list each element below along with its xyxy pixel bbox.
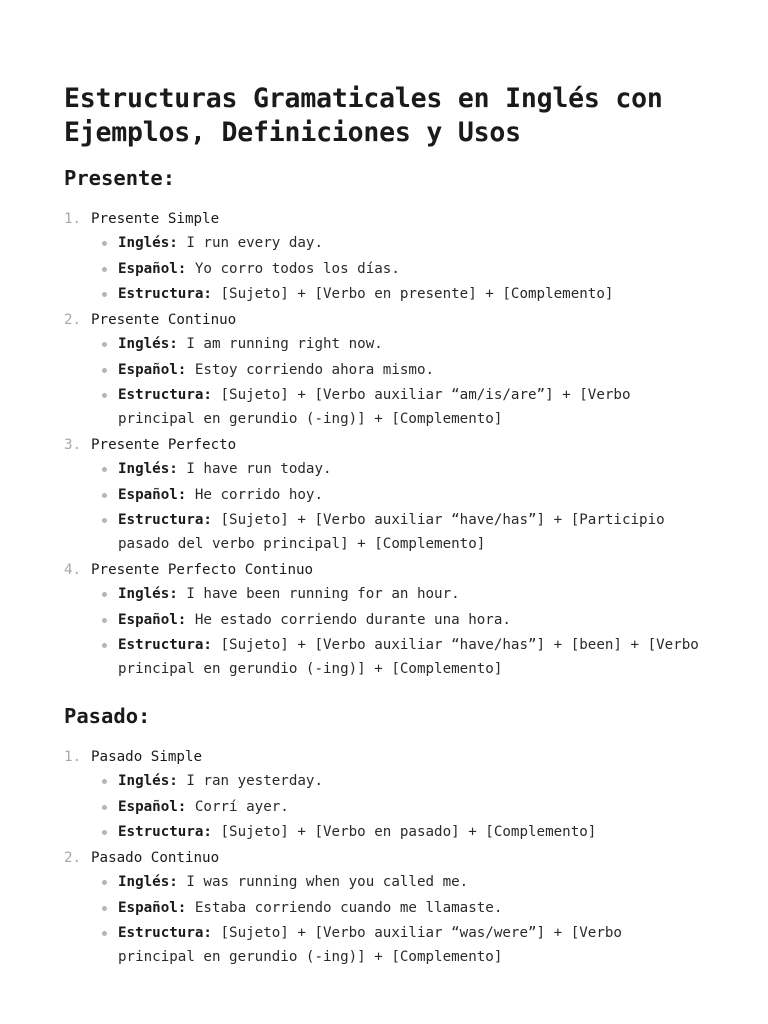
detail-label: Estructura: <box>118 512 212 528</box>
bullet-icon <box>102 368 107 373</box>
detail-estructura <box>91 508 704 556</box>
detail-text: I run every day. <box>186 235 324 251</box>
tense-name: Pasado Simple <box>91 749 203 765</box>
detail-text: [Sujeto] + [Verbo auxiliar “have/has”] + [been] + [Verbo principal en gerundio (-ing)] + [Complemento] <box>118 637 699 677</box>
detail-label: Español: <box>118 260 187 277</box>
detail-text: [Sujeto] + [Verbo auxiliar “have/has”] + [Participio pasado del verbo principal] + [Complemento] <box>118 512 665 552</box>
list-number: 3. <box>64 437 82 453</box>
section-heading-pasado: Pasado: <box>64 704 151 728</box>
detail-estructura <box>91 633 704 681</box>
detail-label: Inglés: <box>118 336 178 352</box>
bullet-icon <box>102 518 107 523</box>
detail-estructura <box>91 383 704 431</box>
detail-text: [Sujeto] + [Verbo auxiliar “was/were”] + [Verbo principal en gerundio (-ing)] + [Complemento] <box>118 925 622 965</box>
bullet-icon <box>102 342 107 347</box>
detail-text: Estoy corriendo ahora mismo. <box>194 361 435 378</box>
detail-text: I was running when you called me. <box>186 874 469 890</box>
detail-label: Inglés: <box>118 461 178 477</box>
detail-espanol <box>91 483 704 507</box>
detail-label: Estructura: <box>118 637 212 653</box>
tense-item <box>64 558 704 681</box>
detail-text: He estado corriendo durante una hora. <box>194 611 511 628</box>
detail-espanol <box>91 257 704 281</box>
detail-text: [Sujeto] + [Verbo en pasado] + [Complemento] <box>220 824 597 840</box>
tense-name: Pasado Continuo <box>91 850 220 866</box>
tense-item <box>64 308 704 431</box>
bullet-icon <box>102 880 107 885</box>
detail-ingles <box>91 769 704 793</box>
tense-item <box>64 745 704 844</box>
bullet-icon <box>102 618 107 623</box>
list-number: 1. <box>64 211 82 227</box>
detail-label: Español: <box>118 486 187 503</box>
bullet-icon <box>102 467 107 472</box>
detail-list <box>91 231 704 306</box>
detail-text: I have been running for an hour. <box>186 586 460 602</box>
bullet-icon <box>102 906 107 911</box>
detail-estructura <box>91 282 704 306</box>
bullet-icon <box>102 779 107 784</box>
detail-label: Estructura: <box>118 824 212 840</box>
tense-list-pasado <box>64 745 704 969</box>
list-number: 2. <box>64 850 82 866</box>
detail-label: Inglés: <box>118 586 178 602</box>
tense-item <box>64 433 704 556</box>
document-title: Estructuras Gramaticales en Inglés con Ejemplos, Definiciones y Usos <box>64 83 663 148</box>
detail-text: I am running right now. <box>186 336 383 352</box>
detail-text: Yo corro todos los días. <box>194 260 400 277</box>
detail-label: Español: <box>118 361 187 378</box>
detail-label: Estructura: <box>118 387 212 403</box>
detail-text: I ran yesterday. <box>186 773 324 789</box>
list-number: 2. <box>64 312 82 328</box>
detail-label: Español: <box>118 611 187 628</box>
detail-espanol <box>91 608 704 632</box>
bullet-icon <box>102 805 107 810</box>
bullet-icon <box>102 931 107 936</box>
tense-list-presente <box>64 207 704 681</box>
detail-espanol <box>91 795 704 819</box>
tense-name: Presente Perfecto <box>91 437 237 453</box>
bullet-icon <box>102 393 107 398</box>
detail-ingles <box>91 457 704 481</box>
bullet-icon <box>102 241 107 246</box>
detail-text: I have run today. <box>186 461 332 477</box>
detail-text: He corrido hoy. <box>194 486 324 503</box>
detail-espanol <box>91 358 704 382</box>
section-heading-presente: Presente: <box>64 166 176 190</box>
detail-label: Inglés: <box>118 874 178 890</box>
detail-ingles <box>91 870 704 894</box>
tense-item <box>64 846 704 969</box>
bullet-icon <box>102 830 107 835</box>
detail-list <box>91 582 704 681</box>
tense-item <box>64 207 704 306</box>
tense-name: Presente Perfecto Continuo <box>91 562 314 578</box>
list-number: 1. <box>64 749 82 765</box>
detail-label: Español: <box>118 798 187 815</box>
tense-name: Presente Continuo <box>91 312 237 328</box>
detail-label: Inglés: <box>118 235 178 251</box>
detail-list <box>91 870 704 969</box>
detail-text: Corrí ayer. <box>194 798 289 815</box>
bullet-icon <box>102 643 107 648</box>
detail-list <box>91 769 704 844</box>
bullet-icon <box>102 493 107 498</box>
detail-label: Español: <box>118 899 187 916</box>
detail-list <box>91 332 704 431</box>
detail-estructura <box>91 921 704 969</box>
bullet-icon <box>102 292 107 297</box>
tense-name: Presente Simple <box>91 211 220 227</box>
list-number: 4. <box>64 562 82 578</box>
detail-ingles <box>91 332 704 356</box>
bullet-icon <box>102 267 107 272</box>
detail-text: [Sujeto] + [Verbo auxiliar “am/is/are”] + [Verbo principal en gerundio (-ing)] + [Complemento] <box>118 387 631 427</box>
detail-espanol <box>91 896 704 920</box>
detail-label: Estructura: <box>118 286 212 302</box>
detail-estructura <box>91 820 704 844</box>
detail-label: Inglés: <box>118 773 178 789</box>
detail-list <box>91 457 704 556</box>
detail-ingles <box>91 582 704 606</box>
detail-text: [Sujeto] + [Verbo en presente] + [Complemento] <box>220 286 614 302</box>
detail-text: Estaba corriendo cuando me llamaste. <box>194 899 503 916</box>
detail-ingles <box>91 231 704 255</box>
bullet-icon <box>102 592 107 597</box>
detail-label: Estructura: <box>118 925 212 941</box>
